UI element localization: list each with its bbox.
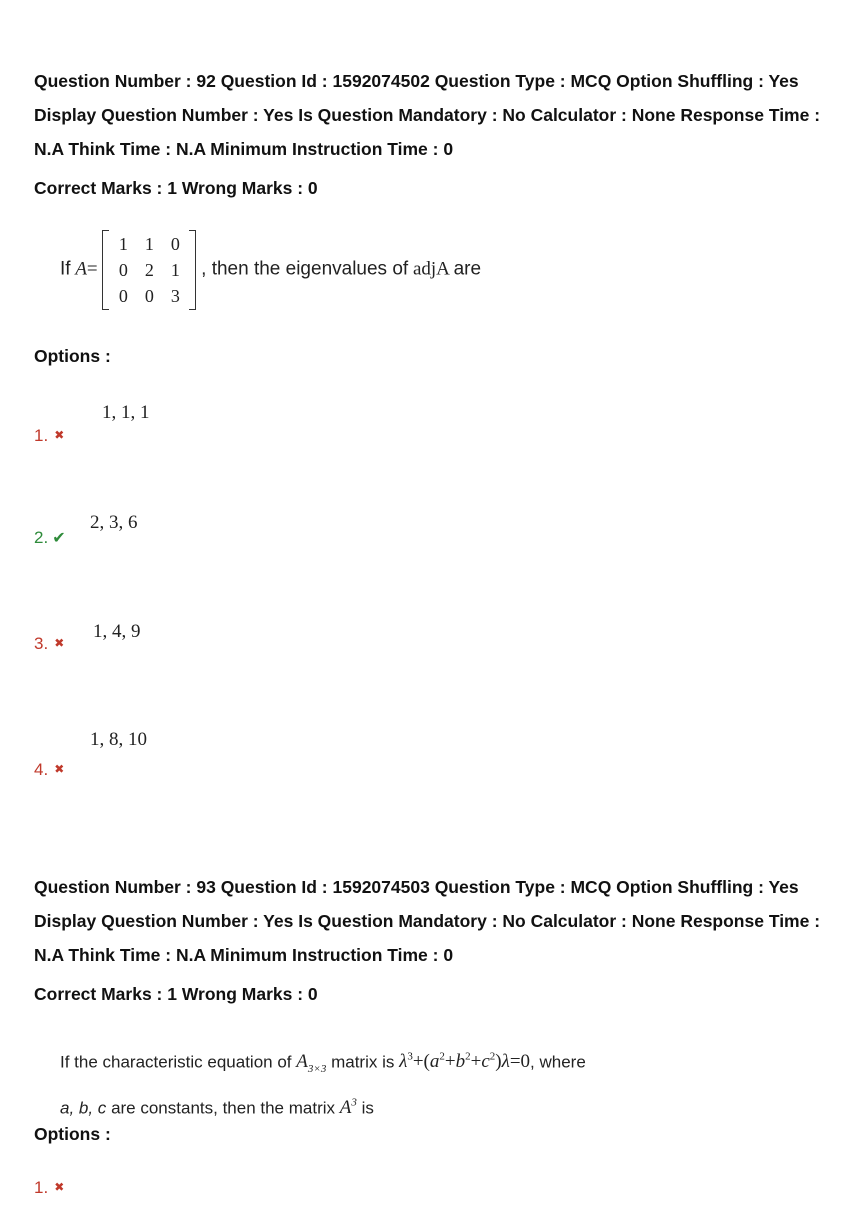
question-93-stem bbox=[60, 1040, 586, 1125]
option-value: 1, 1, 1 bbox=[102, 402, 150, 423]
stem-vars: a, b, c bbox=[60, 1098, 107, 1118]
option-number-label: 3. bbox=[34, 634, 49, 653]
question-93-header: Question Number : 93 Question Id : 1592074503 Question Type : MCQ Option Shuffling : Yes Display Question Number : Yes Is Question Mandatory : No Calculator : None Response Time : N.A Think Time : N.A Minimum Instruction Time : 0 bbox=[34, 877, 821, 965]
question-92-header: Question Number : 92 Question Id : 1592074502 Question Type : MCQ Option Shuffling : Yes Display Question Number : Yes Is Question Mandatory : No Calculator : None Response Time : N.A Think Time : N.A Minimum Instruction Time : 0 bbox=[34, 71, 821, 159]
matrix-cell: 0 bbox=[118, 285, 128, 306]
option-number[interactable] bbox=[34, 760, 64, 780]
option-number[interactable] bbox=[34, 1178, 64, 1198]
question-93-options-label: Options : bbox=[34, 1124, 111, 1144]
option-number[interactable] bbox=[34, 426, 64, 446]
option-value: 2, 3, 6 bbox=[90, 512, 138, 533]
matrix-grid bbox=[110, 231, 188, 309]
check-icon: ✔ bbox=[52, 530, 66, 547]
stem-tail: , then the eigenvalues of bbox=[201, 258, 409, 280]
matrix-cell: 0 bbox=[144, 285, 154, 306]
stem-text: matrix is bbox=[331, 1052, 395, 1072]
matrix-power: $A^3$ bbox=[339, 1097, 357, 1119]
stem-are: are bbox=[453, 258, 482, 280]
matrix-right-bracket bbox=[189, 230, 196, 310]
matrix-left-bracket bbox=[102, 230, 109, 310]
stem-text: , where bbox=[530, 1052, 586, 1072]
matrix-cell: 1 bbox=[144, 233, 154, 254]
matrix-cell: 0 bbox=[118, 259, 128, 280]
stem-text: are constants, then the matrix bbox=[111, 1098, 336, 1118]
option-number-label: 4. bbox=[34, 760, 49, 779]
option-number-label: 1. bbox=[34, 1178, 49, 1197]
cross-icon: ✖ bbox=[54, 1180, 65, 1194]
matrix-cell: 0 bbox=[170, 233, 180, 254]
cross-icon: ✖ bbox=[54, 762, 65, 776]
matrix-a bbox=[102, 230, 196, 310]
question-92-options-label: Options : bbox=[34, 346, 111, 366]
option-value: 1, 4, 9 bbox=[93, 621, 141, 642]
question-92-marks: Correct Marks : 1 Wrong Marks : 0 bbox=[34, 178, 318, 198]
stem-line-1 bbox=[60, 1040, 586, 1086]
question-93-marks: Correct Marks : 1 Wrong Marks : 0 bbox=[34, 984, 318, 1004]
characteristic-equation: $\lambda^3+(a^2+b^2+c^2)\lambda=0$ bbox=[399, 1051, 531, 1073]
matrix-cell: 2 bbox=[144, 259, 154, 280]
matrix-cell: 1 bbox=[118, 233, 128, 254]
option-number-label: 2. bbox=[34, 528, 49, 547]
matrix-cell: 3 bbox=[170, 285, 180, 306]
option-value: 1, 8, 10 bbox=[90, 729, 147, 750]
stem-text: is bbox=[361, 1098, 374, 1118]
matrix-symbol: $A_{3\times 3}$ bbox=[296, 1051, 327, 1076]
stem-text: If the characteristic equation of bbox=[60, 1052, 292, 1072]
question-92-stem bbox=[60, 230, 481, 310]
matrix-cell: 1 bbox=[170, 259, 180, 280]
option-number[interactable] bbox=[34, 528, 66, 548]
cross-icon: ✖ bbox=[54, 428, 65, 442]
stem-matrix-name: A bbox=[75, 258, 87, 280]
cross-icon: ✖ bbox=[54, 636, 65, 650]
stem-adj: adjA bbox=[412, 258, 449, 280]
stem-line-2 bbox=[60, 1086, 586, 1125]
option-number[interactable] bbox=[34, 634, 64, 654]
stem-if: If bbox=[60, 258, 71, 280]
option-number-label: 1. bbox=[34, 426, 49, 445]
stem-equals: = bbox=[86, 258, 98, 280]
